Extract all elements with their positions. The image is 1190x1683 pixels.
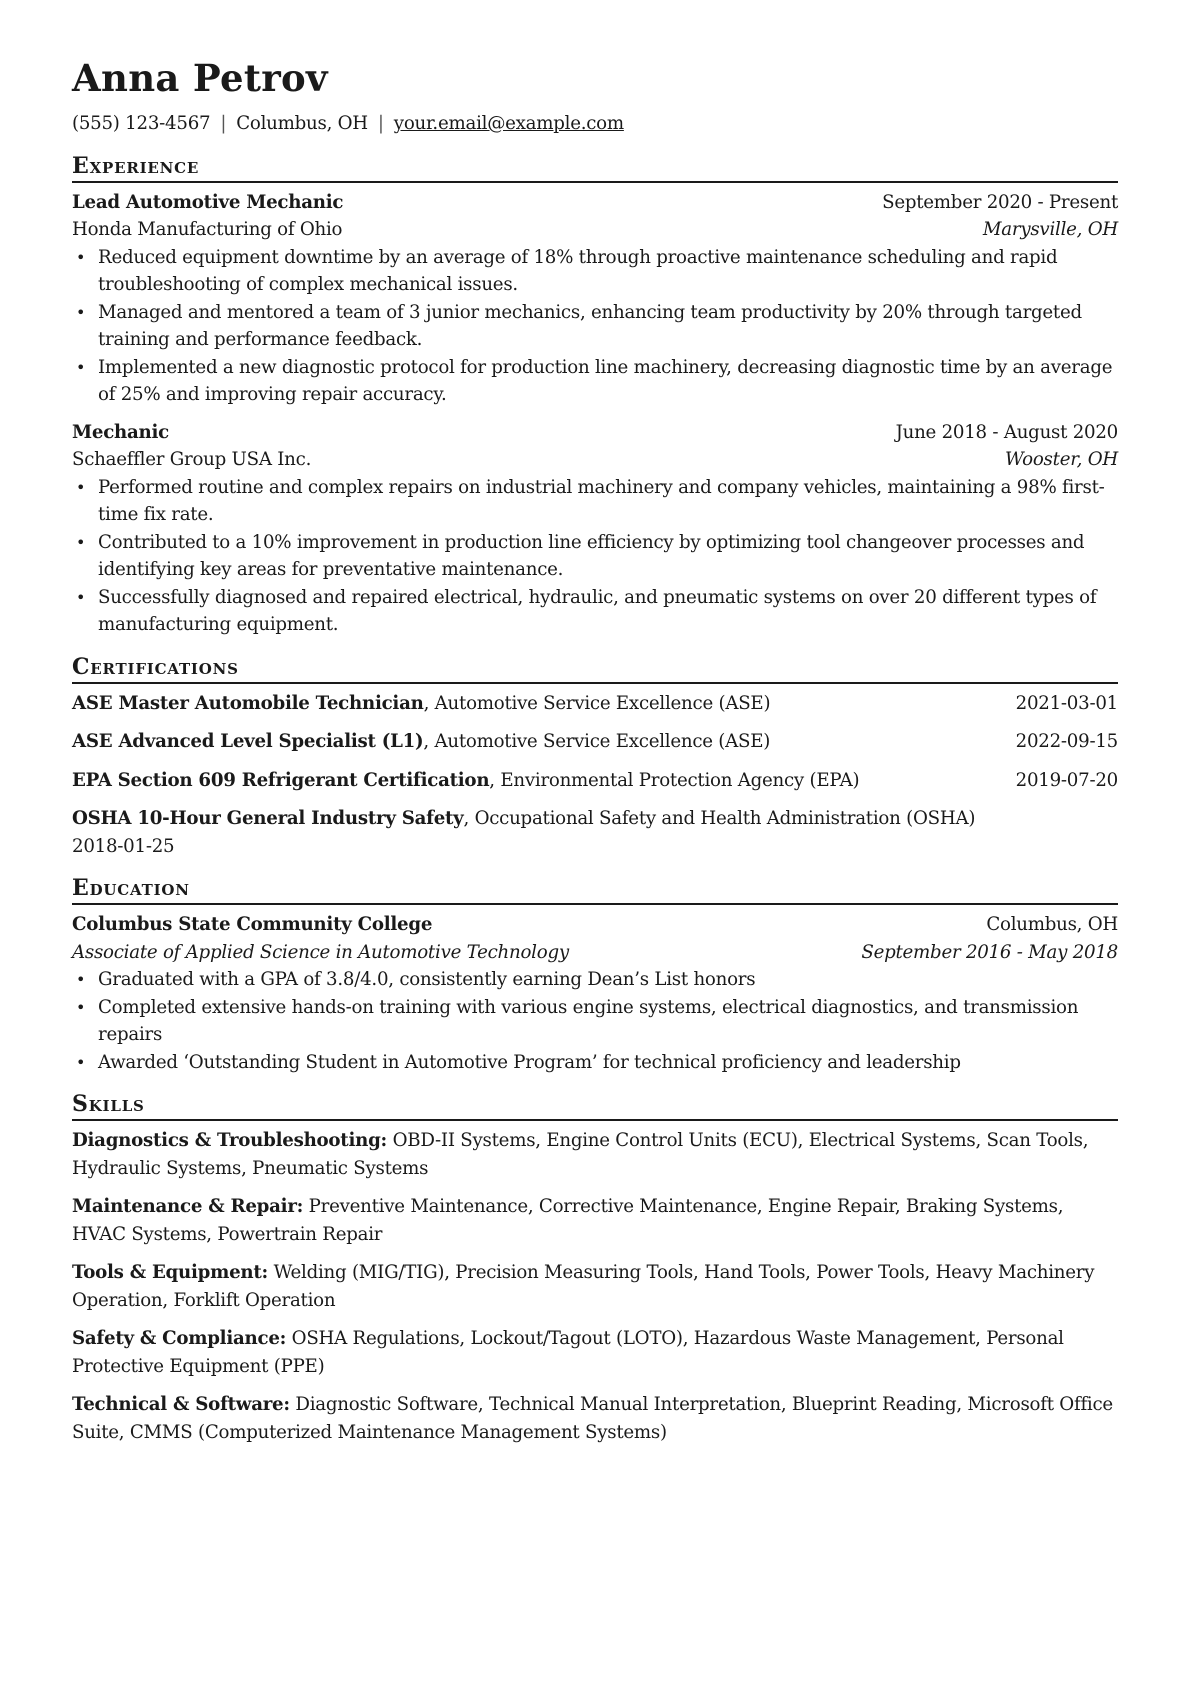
- skill-value: OBD-II Systems, Engine Control Units (ECU), Electrical Systems, Scan Tools, Hydraulic Systems, Pneumatic Systems: [72, 1130, 1089, 1179]
- cert-name: OSHA 10-Hour General Industry Safety: [72, 808, 464, 829]
- cert-issuer: , Occupational Safety and Health Administration (OSHA): [463, 808, 976, 829]
- section-title-skills: Skills: [72, 1090, 1118, 1121]
- section-title-education: Education: [72, 874, 1118, 905]
- contact-line: [72, 110, 1118, 138]
- job-location: Wooster, OH: [1004, 449, 1118, 470]
- bullet-item: • Contributed to a 10% improvement in production line efficiency by optimizing tool changeover processes and identifying key areas for preventative maintenance.: [98, 529, 1118, 584]
- bullet-list: [72, 966, 1118, 1076]
- separator: |: [220, 113, 227, 134]
- bullet-item: • Completed extensive hands-on training with various engine systems, electrical diagnostics, and transmission repairs: [98, 994, 1118, 1049]
- email-link[interactable]: your.email@example.com: [393, 113, 624, 134]
- bullet-item: • Performed routine and complex repairs on industrial machinery and company vehicles, maintaining a 98% first-time fix rate.: [98, 474, 1118, 529]
- cert-issuer: , Environmental Protection Agency (EPA): [489, 769, 860, 791]
- certification-item: [72, 767, 1118, 795]
- skill-value: OSHA Regulations, Lockout/Tagout (LOTO), Hazardous Waste Management, Personal Protective Equipment (PPE): [72, 1328, 1064, 1377]
- bullet-list: [72, 244, 1118, 409]
- candidate-name: Anna Petrov: [72, 56, 328, 100]
- cert-name: ASE Advanced Level Specialist (L1): [72, 731, 424, 752]
- job-dates: June 2018 - August 2020: [895, 421, 1118, 443]
- experience-entry: [72, 419, 1118, 639]
- cert-issuer: , Automotive Service Excellence (ASE): [423, 731, 771, 752]
- bullet-item: • Reduced equipment downtime by an average of 18% through proactive maintenance scheduling and rapid troubleshooting of complex mechanical issues.: [98, 244, 1118, 299]
- skill-label: Technical & Software:: [72, 1394, 290, 1415]
- bullet-item: • Awarded ‘Outstanding Student in Automotive Program’ for technical proficiency and leadership: [98, 1049, 1118, 1077]
- cert-date: 2022-09-15: [1015, 731, 1118, 752]
- bullet-item: • Managed and mentored a team of 3 junior mechanics, enhancing team productivity by 20% through targeted training and performance feedback.: [98, 299, 1118, 354]
- school-location: Columbus, OH: [986, 914, 1118, 935]
- skill-group: [72, 1127, 1118, 1182]
- bullet-item: • Graduated with a GPA of 3.8/4.0, consistently earning Dean’s List honors: [98, 966, 1118, 994]
- skill-value: Welding (MIG/TIG), Precision Measuring Tools, Hand Tools, Power Tools, Heavy Machinery Operation, Forklift Operation: [72, 1262, 1095, 1311]
- cert-name: EPA Section 609 Refrigerant Certification: [72, 769, 490, 791]
- skill-group: [72, 1325, 1118, 1380]
- company-name: Schaeffler Group USA Inc.: [72, 449, 312, 470]
- location: Columbus, OH: [236, 113, 368, 134]
- section-title-certifications: Certifications: [72, 653, 1118, 684]
- skill-group: [72, 1193, 1118, 1248]
- school-name: Columbus State Community College: [72, 914, 433, 935]
- cert-issuer: , Automotive Service Excellence (ASE): [423, 692, 771, 714]
- skill-label: Tools & Equipment:: [72, 1262, 269, 1283]
- job-dates: September 2020 - Present: [882, 191, 1118, 213]
- separator: |: [377, 113, 384, 134]
- company-name: Honda Manufacturing of Ohio: [72, 219, 343, 240]
- certification-item: [72, 728, 1118, 756]
- phone: (555) 123-4567: [72, 113, 211, 134]
- certification-item: [72, 690, 1118, 718]
- certification-item: [72, 805, 1118, 860]
- education-dates: September 2016 - May 2018: [861, 941, 1118, 963]
- degree: Associate of Applied Science in Automotive Technology: [72, 941, 569, 963]
- skills-list: [72, 1127, 1118, 1446]
- cert-date: 2018-01-25: [72, 835, 175, 857]
- bullet-item: • Successfully diagnosed and repaired electrical, hydraulic, and pneumatic systems on over 20 different types of manufacturing equipment.: [98, 584, 1118, 639]
- job-title: Lead Automotive Mechanic: [72, 191, 344, 213]
- section-title-experience: Experience: [72, 152, 1118, 183]
- job-location: Marysville, OH: [982, 219, 1118, 240]
- cert-date: 2021-03-01: [1015, 692, 1118, 714]
- experience-entry: [72, 189, 1118, 409]
- skill-group: [72, 1391, 1118, 1446]
- job-title: Mechanic: [72, 421, 169, 443]
- certifications-list: [72, 690, 1118, 861]
- cert-date: 2019-07-20: [1015, 769, 1118, 791]
- bullet-list: [72, 474, 1118, 639]
- bullet-item: • Implemented a new diagnostic protocol for production line machinery, decreasing diagnostic time by an average of 25% and improving repair accuracy.: [98, 354, 1118, 409]
- cert-name: ASE Master Automobile Technician: [72, 692, 424, 714]
- skill-group: [72, 1259, 1118, 1314]
- skill-value: Diagnostic Software, Technical Manual Interpretation, Blueprint Reading, Microsoft Office Suite, CMMS (Computerized Maintenance Management Systems): [72, 1394, 1113, 1443]
- skill-value: Preventive Maintenance, Corrective Maintenance, Engine Repair, Braking Systems, HVAC Systems, Powertrain Repair: [72, 1196, 1064, 1245]
- resume-page: [72, 56, 1118, 1446]
- skill-label: Diagnostics & Troubleshooting:: [72, 1130, 388, 1151]
- skill-label: Maintenance & Repair:: [72, 1196, 304, 1217]
- education-entry: [72, 911, 1118, 1076]
- skill-label: Safety & Compliance:: [72, 1328, 287, 1349]
